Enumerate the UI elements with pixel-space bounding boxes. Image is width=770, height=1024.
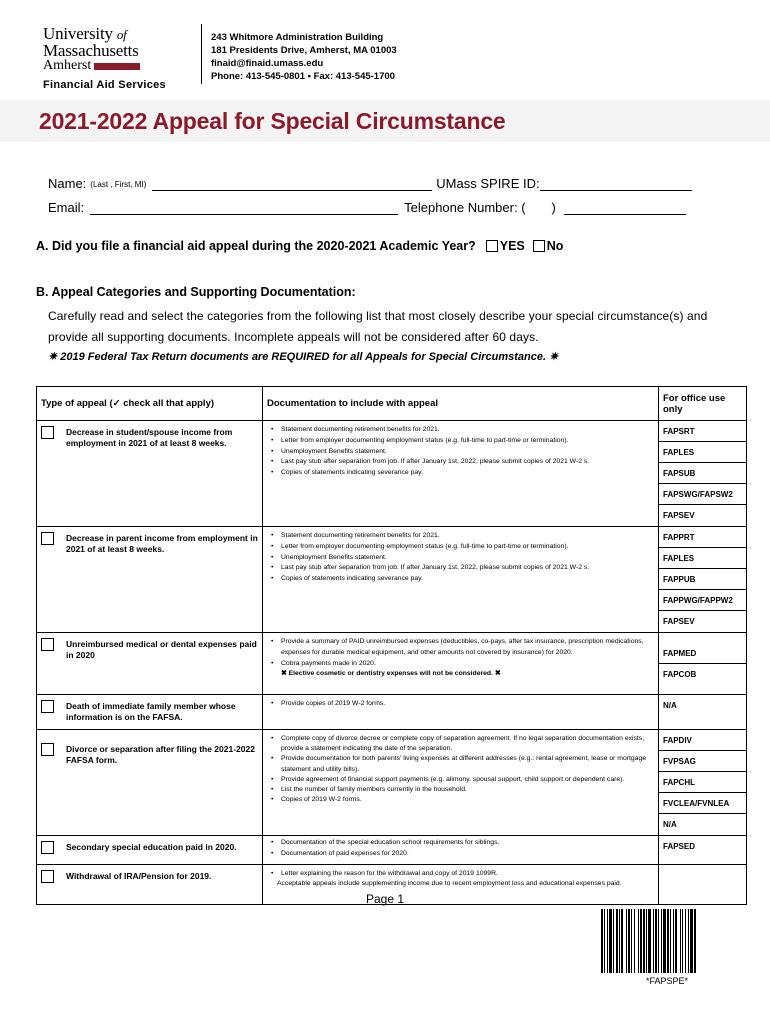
table-row xyxy=(37,695,747,730)
office-codes xyxy=(659,421,747,527)
office-code: FAPCHL xyxy=(659,772,746,793)
office-code: FAPLES xyxy=(659,548,746,569)
office-code: N/A xyxy=(663,820,677,829)
appeal-checkbox-ira-withdrawal[interactable] xyxy=(41,870,54,883)
list-item: • Provide a summary of PAID unreimbursed expenses (deductibles, co-pays, after tax insurance, prescription medications, expenses for durable medical equipment, and other amounts not covered by insurance) for 2020. xyxy=(271,637,652,659)
appeal-checkbox-death[interactable] xyxy=(41,700,54,713)
office-code: FAPSWG/FAPSW2 xyxy=(659,484,746,505)
list-item: • Provide copies of 2019 W-2 forms. xyxy=(271,699,652,710)
list-item: • Copies of statements indicating severance pay. xyxy=(271,468,652,479)
documentation-list xyxy=(263,695,658,714)
appeal-type-cell xyxy=(37,730,262,772)
office-code: FAPSEV xyxy=(663,617,695,626)
barcode-bar xyxy=(640,909,642,973)
barcode-bar xyxy=(628,909,630,973)
barcode-bar xyxy=(616,909,618,973)
no-label: No xyxy=(546,239,564,253)
logo-amherst: Amherst xyxy=(43,58,92,73)
table-row xyxy=(37,730,747,836)
barcode-bar xyxy=(631,909,632,973)
barcode-bar xyxy=(673,909,674,973)
list-item: • Documentation of paid expenses for 2020. xyxy=(271,849,652,860)
appeal-type-label: Death of immediate family member whose information is on the FAFSA. xyxy=(66,701,236,722)
barcode-bar xyxy=(643,909,645,973)
email-line: finaid@finaid.umass.edu xyxy=(211,58,324,69)
barcode-bar xyxy=(685,909,686,973)
documentation-list xyxy=(263,836,658,864)
barcode-bar xyxy=(694,909,696,973)
barcode-bar xyxy=(634,909,635,973)
address-line-1: 243 Whitmore Administration Building xyxy=(211,32,384,43)
barcode-bar xyxy=(607,909,608,973)
spire-id-field[interactable] xyxy=(540,178,692,191)
section-a-question: A. Did you file a financial aid appeal during the 2020-2021 Academic Year? xyxy=(36,239,476,253)
appeal-type-cell xyxy=(37,865,262,889)
header-type: Type of appeal (✓ check all that apply) xyxy=(37,387,263,421)
barcode-bar xyxy=(604,909,605,973)
office-code: FVPSAG xyxy=(659,751,746,772)
instructions-line-1: Carefully read and select the categories from the following list that most closely describe your special circumstance(s) and xyxy=(48,309,708,323)
office-codes xyxy=(659,695,747,730)
appeal-type-cell xyxy=(37,836,262,860)
appeal-type-cell xyxy=(37,633,262,667)
list-item: • Complete copy of divorce decree or complete copy of separation agreement. If no legal separation documentation exists, provide a statement indicating the date of the separation. xyxy=(271,734,652,754)
barcode xyxy=(601,909,733,973)
list-item: • Letter explaining the reason for the withdrawal and copy of 2019 1099R. xyxy=(271,869,652,880)
appeal-type-label: Secondary special education paid in 2020. xyxy=(66,842,237,852)
barcode-bar xyxy=(646,909,647,973)
office-code: FAPDIV xyxy=(659,730,746,751)
barcode-label: *FAPSPE* xyxy=(645,976,689,986)
page-title: 2021-2022 Appeal for Special Circumstance xyxy=(39,108,506,134)
appeal-categories-table xyxy=(36,386,747,905)
no-checkbox[interactable] xyxy=(533,240,545,252)
list-item: • Last pay stub after separation from job. If after January 1st, 2022, please submit copies of 2021 W-2 s. xyxy=(271,457,652,468)
name-hint: (Last , First, MI) xyxy=(90,180,147,189)
appeal-checkbox-student-income[interactable] xyxy=(41,426,54,439)
barcode-bar xyxy=(601,909,603,973)
area-code-field[interactable] xyxy=(526,202,552,215)
yes-label: YES xyxy=(499,239,525,253)
barcode-bar xyxy=(613,909,614,973)
appeal-checkbox-divorce[interactable] xyxy=(41,743,54,756)
name-row xyxy=(48,176,692,191)
email-label: Email: xyxy=(48,200,85,215)
list-item: • Copies of statements indicating severance pay. xyxy=(271,574,652,585)
office-code: FAPPRT xyxy=(659,527,746,548)
table-row xyxy=(37,421,747,527)
documentation-list xyxy=(263,865,658,880)
header-office: For office use only xyxy=(659,387,747,421)
appeal-checkbox-special-education[interactable] xyxy=(41,841,54,854)
appeal-type-label: Withdrawal of IRA/Pension for 2019. xyxy=(66,870,212,881)
appeal-type-label: Decrease in student/spouse income from employment in 2021 of at least 8 weeks. xyxy=(66,427,233,448)
contact-block xyxy=(211,31,397,83)
office-code: FAPMED xyxy=(659,643,746,664)
list-item: • Statement documenting retirement benefits for 2021. xyxy=(271,531,652,542)
logo-university: University xyxy=(43,24,113,43)
list-item: • Copies of 2019 W-2 forms. xyxy=(271,795,652,805)
barcode-bar xyxy=(690,909,693,973)
office-codes xyxy=(659,633,747,695)
documentation-list xyxy=(263,421,658,483)
office-codes xyxy=(659,527,747,633)
email-row xyxy=(48,200,686,215)
phone-line: Phone: 413-545-0801 • Fax: 413-545-1700 xyxy=(211,71,395,82)
office-codes xyxy=(659,836,747,865)
documentation-list xyxy=(263,633,658,669)
barcode-bar xyxy=(675,909,677,973)
barcode-bar xyxy=(638,909,639,973)
list-item: • Cobra payments made in 2020. xyxy=(271,659,652,670)
appeal-type-cell xyxy=(37,527,262,561)
header-docs: Documentation to include with appeal xyxy=(263,387,659,421)
office-code: FAPSRT xyxy=(659,421,746,442)
barcode-bar xyxy=(670,909,671,973)
barcode-bar xyxy=(661,909,662,973)
barcode-bar xyxy=(682,909,683,973)
documentation-list xyxy=(263,730,658,809)
office-code: FAPPUB xyxy=(659,569,746,590)
list-item: • Provide documentation for both parents' living expenses at different addresses (e.g.: rental agreement, lease or mortgage statement and utility bills). xyxy=(271,754,652,774)
barcode-bar xyxy=(619,909,620,973)
list-item: • List the number of family members currently in the household. xyxy=(271,785,652,795)
barcode-bar xyxy=(688,909,689,973)
cosmetic-exclusion-note: ✖ Elective cosmetic or dentistry expenses will not be considered. ✖ xyxy=(281,670,501,678)
office-codes xyxy=(659,730,747,836)
list-item: • Letter from employer documenting employment status (e.g. full-time to part-time or termination). xyxy=(271,542,652,553)
barcode-bar xyxy=(663,909,666,973)
office-code: FAPSEV xyxy=(663,511,695,520)
barcode-bar xyxy=(680,909,681,973)
barcode-bar xyxy=(609,909,612,973)
list-item: • Unemployment Benefits statement. xyxy=(271,447,652,458)
barcode-bar xyxy=(655,909,657,973)
appeal-type-label: Unreimbursed medical or dental expenses paid in 2020 xyxy=(66,639,257,660)
address-line-2: 181 Presidents Drive, Amherst, MA 01003 xyxy=(211,45,397,56)
section-a xyxy=(36,239,563,253)
name-field[interactable] xyxy=(152,178,432,191)
office-code: N/A xyxy=(663,701,677,710)
yes-checkbox[interactable] xyxy=(486,240,498,252)
appeal-type-label: Decrease in parent income from employment in 2021 of at least 8 weeks. xyxy=(66,533,258,554)
logo-bar xyxy=(94,63,140,70)
name-label: Name: xyxy=(48,176,87,191)
office-code: FAPSED xyxy=(663,842,696,851)
logo-massachusetts: Massachusetts xyxy=(43,41,139,60)
office-code: FAPPWG/FAPPW2 xyxy=(659,590,746,611)
appeal-type-cell xyxy=(37,695,262,729)
tax-return-requirement: ✷ 2019 Federal Tax Return documents are REQUIRED for all Appeals for Special Circumstance. ✷ xyxy=(48,351,559,363)
instructions-line-2: provide all supporting documents. Incomplete appeals will not be considered after 60 days. xyxy=(48,330,539,344)
table-row xyxy=(37,633,747,695)
spire-label: UMass SPIRE ID: xyxy=(436,176,540,191)
letterhead xyxy=(0,0,770,100)
list-item: • Unemployment Benefits statement. xyxy=(271,553,652,564)
office-code: FAPCOB xyxy=(663,670,697,679)
office-code: FAPSUB xyxy=(659,463,746,484)
documentation-list xyxy=(263,527,658,589)
list-item: • Provide agreement of financial support payments (e.g. alimony, spousal support, child support or dependent care). xyxy=(271,775,652,785)
barcode-bar xyxy=(648,909,651,973)
phone-close-paren: ) xyxy=(551,200,556,215)
barcode-bar xyxy=(621,909,623,973)
office-codes xyxy=(659,864,747,904)
section-b-heading: B. Appeal Categories and Supporting Documentation: xyxy=(36,285,356,299)
list-item: • Last pay stub after separation from job. If after January 1st, 2022, please submit copies of 2021 W-2 s. xyxy=(271,563,652,574)
barcode-bar xyxy=(626,909,627,973)
appeal-checkbox-medical[interactable] xyxy=(41,638,54,651)
table-row xyxy=(37,527,747,633)
appeal-checkbox-parent-income[interactable] xyxy=(41,532,54,545)
page-number: Page 1 xyxy=(366,892,405,906)
office-code: FAPLES xyxy=(659,442,746,463)
header-divider xyxy=(201,24,202,84)
office-code: FVCLEA/FVNLEA xyxy=(659,793,746,814)
office-name: Financial Aid Services xyxy=(43,79,166,91)
list-item: • Statement documenting retirement benefits for 2021. xyxy=(271,425,652,436)
phone-number-field[interactable] xyxy=(564,202,686,215)
section-b-instructions xyxy=(48,306,707,348)
logo-of: of xyxy=(116,27,127,42)
appeal-type-cell xyxy=(37,421,262,455)
barcode-bar xyxy=(653,909,654,973)
list-item: • Documentation of the special education school requirements for siblings. xyxy=(271,838,652,849)
phone-label: Telephone Number: ( xyxy=(404,200,526,215)
umass-logo xyxy=(43,26,193,91)
office-code xyxy=(659,865,746,886)
table-header-row xyxy=(37,387,747,421)
list-item: • Letter from employer documenting employment status (e.g. full-time to part-time or termination). xyxy=(271,436,652,447)
email-field[interactable] xyxy=(90,202,398,215)
barcode-bar xyxy=(667,909,669,973)
table-row xyxy=(37,836,747,865)
acceptable-appeals-note: Acceptable appeals include supplementing income due to recent employment loss and educational expenses paid. xyxy=(277,880,622,888)
barcode-bar xyxy=(658,909,659,973)
appeal-type-label: Divorce or separation after filing the 2021-2022 FAFSA form. xyxy=(66,744,255,765)
